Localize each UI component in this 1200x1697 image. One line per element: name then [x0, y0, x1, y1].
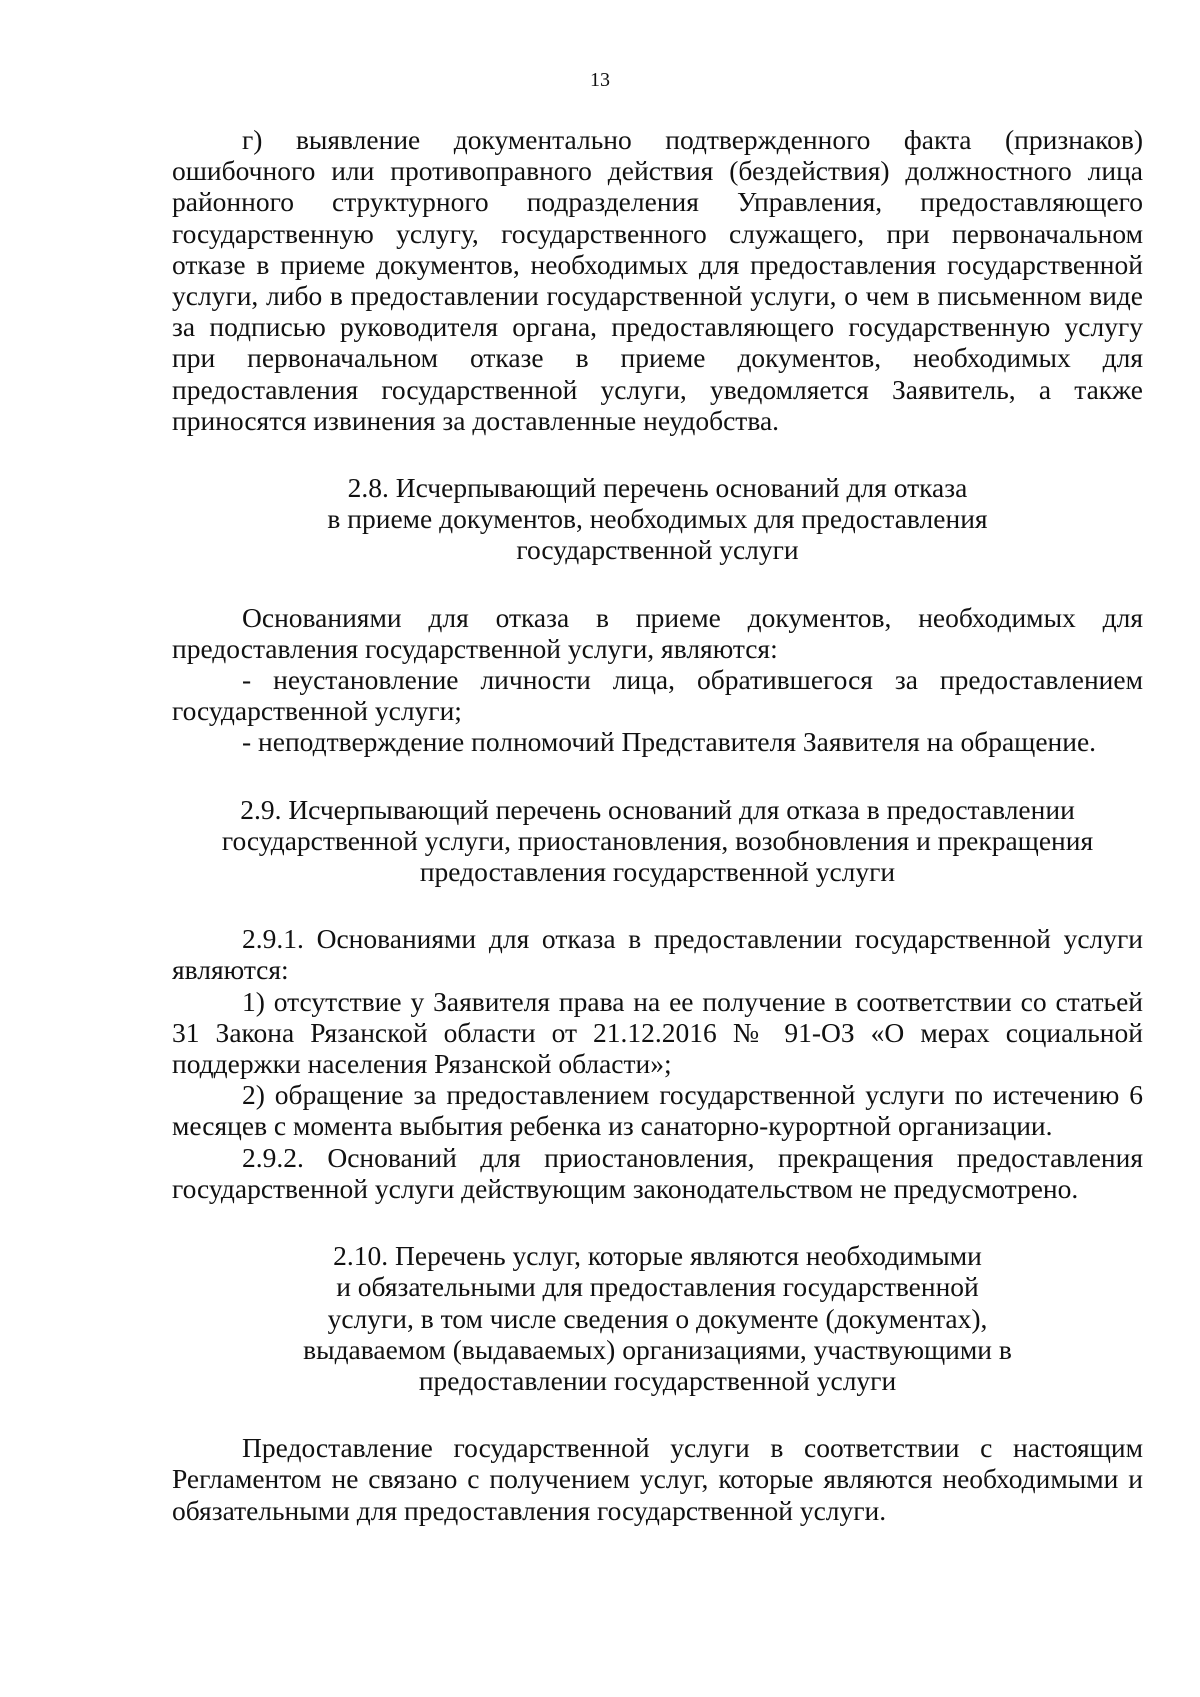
section-2-10-body: Предоставление государственной услуги в соответствии с настоящим Регламентом не связано с получением услуг, которые являются необходимыми и обязательными для предоставления государственной услуги. [172, 1432, 1143, 1526]
heading-line: и обязательными для предоставления государственной [336, 1271, 979, 1303]
paragraph-2-9-1-item-1: 1) отсутствие у Заявителя права на ее получение в соответствии со статьей 31 Закона Рязанской области от 21.12.2016 № 91-ОЗ «О мерах социальной поддержки населения Рязанской области»; [172, 985, 1143, 1080]
document-body [172, 124, 1143, 1526]
heading-line: государственной услуги, приостановления, возобновления и прекращения [221, 824, 1094, 856]
heading-line: в приеме документов, необходимых для предоставления [327, 503, 988, 535]
paragraph-2-9-2: 2.9.2. Оснований для приостановления, прекращения предоставления государственной услуги действующим законодательством не предусмотрено. [172, 1141, 1143, 1204]
heading-line: 2.8. Исчерпывающий перечень оснований для отказа [347, 472, 968, 504]
heading-line: выдаваемом (выдаваемых) организациями, участвующими в [303, 1333, 1012, 1365]
section-2-8-intro: Основаниями для отказа в приеме документов, необходимых для предоставления государственной услуги, являются: [172, 601, 1143, 664]
section-2-8-item: - неустановление личности лица, обратившегося за предоставлением государственной услуги; [172, 664, 1143, 727]
section-2-8-item: - неподтверждение полномочий Представителя Заявителя на обращение. [242, 726, 1097, 758]
section-2-10-heading [172, 1240, 1143, 1396]
heading-line: государственной услуги [516, 534, 799, 566]
paragraph-2-9-1-item-2: 2) обращение за предоставлением государственной услуги по истечению 6 месяцев с момента выбытия ребенка из санаторно-курортной организации. [172, 1079, 1143, 1142]
heading-line: услуги, в том числе сведения о документе (документах), [327, 1302, 988, 1334]
heading-line: 2.10. Перечень услуг, которые являются необходимыми [333, 1240, 982, 1272]
paragraph-2-9-1: 2.9.1. Основаниями для отказа в предоставлении государственной услуги являются: [172, 923, 1143, 986]
paragraph-g: г) выявление документально подтвержденного факта (признаков) ошибочного или противоправного действия (бездействия) должностного лица районного структурного подразделения Управления, предоставляющего государственную услугу, государственного служащего, при первоначальном отказе в приеме документов, необходимых для предоставления государственной услуги, либо в предоставлении государственной услуги, о чем в письменном виде за подписью руководителя органа, предоставляющего государственную услугу при первоначальном отказе в приеме документов, необходимых для предоставления государственной услуги, уведомляется Заявитель, а также приносятся извинения за доставленные неудобства. [172, 124, 1143, 436]
page-number: 13 [590, 69, 610, 91]
section-2-9-heading [172, 794, 1143, 888]
section-2-8-heading [172, 472, 1143, 566]
heading-line: 2.9. Исчерпывающий перечень оснований для отказа в предоставлении [240, 793, 1075, 825]
heading-line: предоставления государственной услуги [419, 856, 896, 888]
heading-line: предоставлении государственной услуги [418, 1364, 897, 1396]
